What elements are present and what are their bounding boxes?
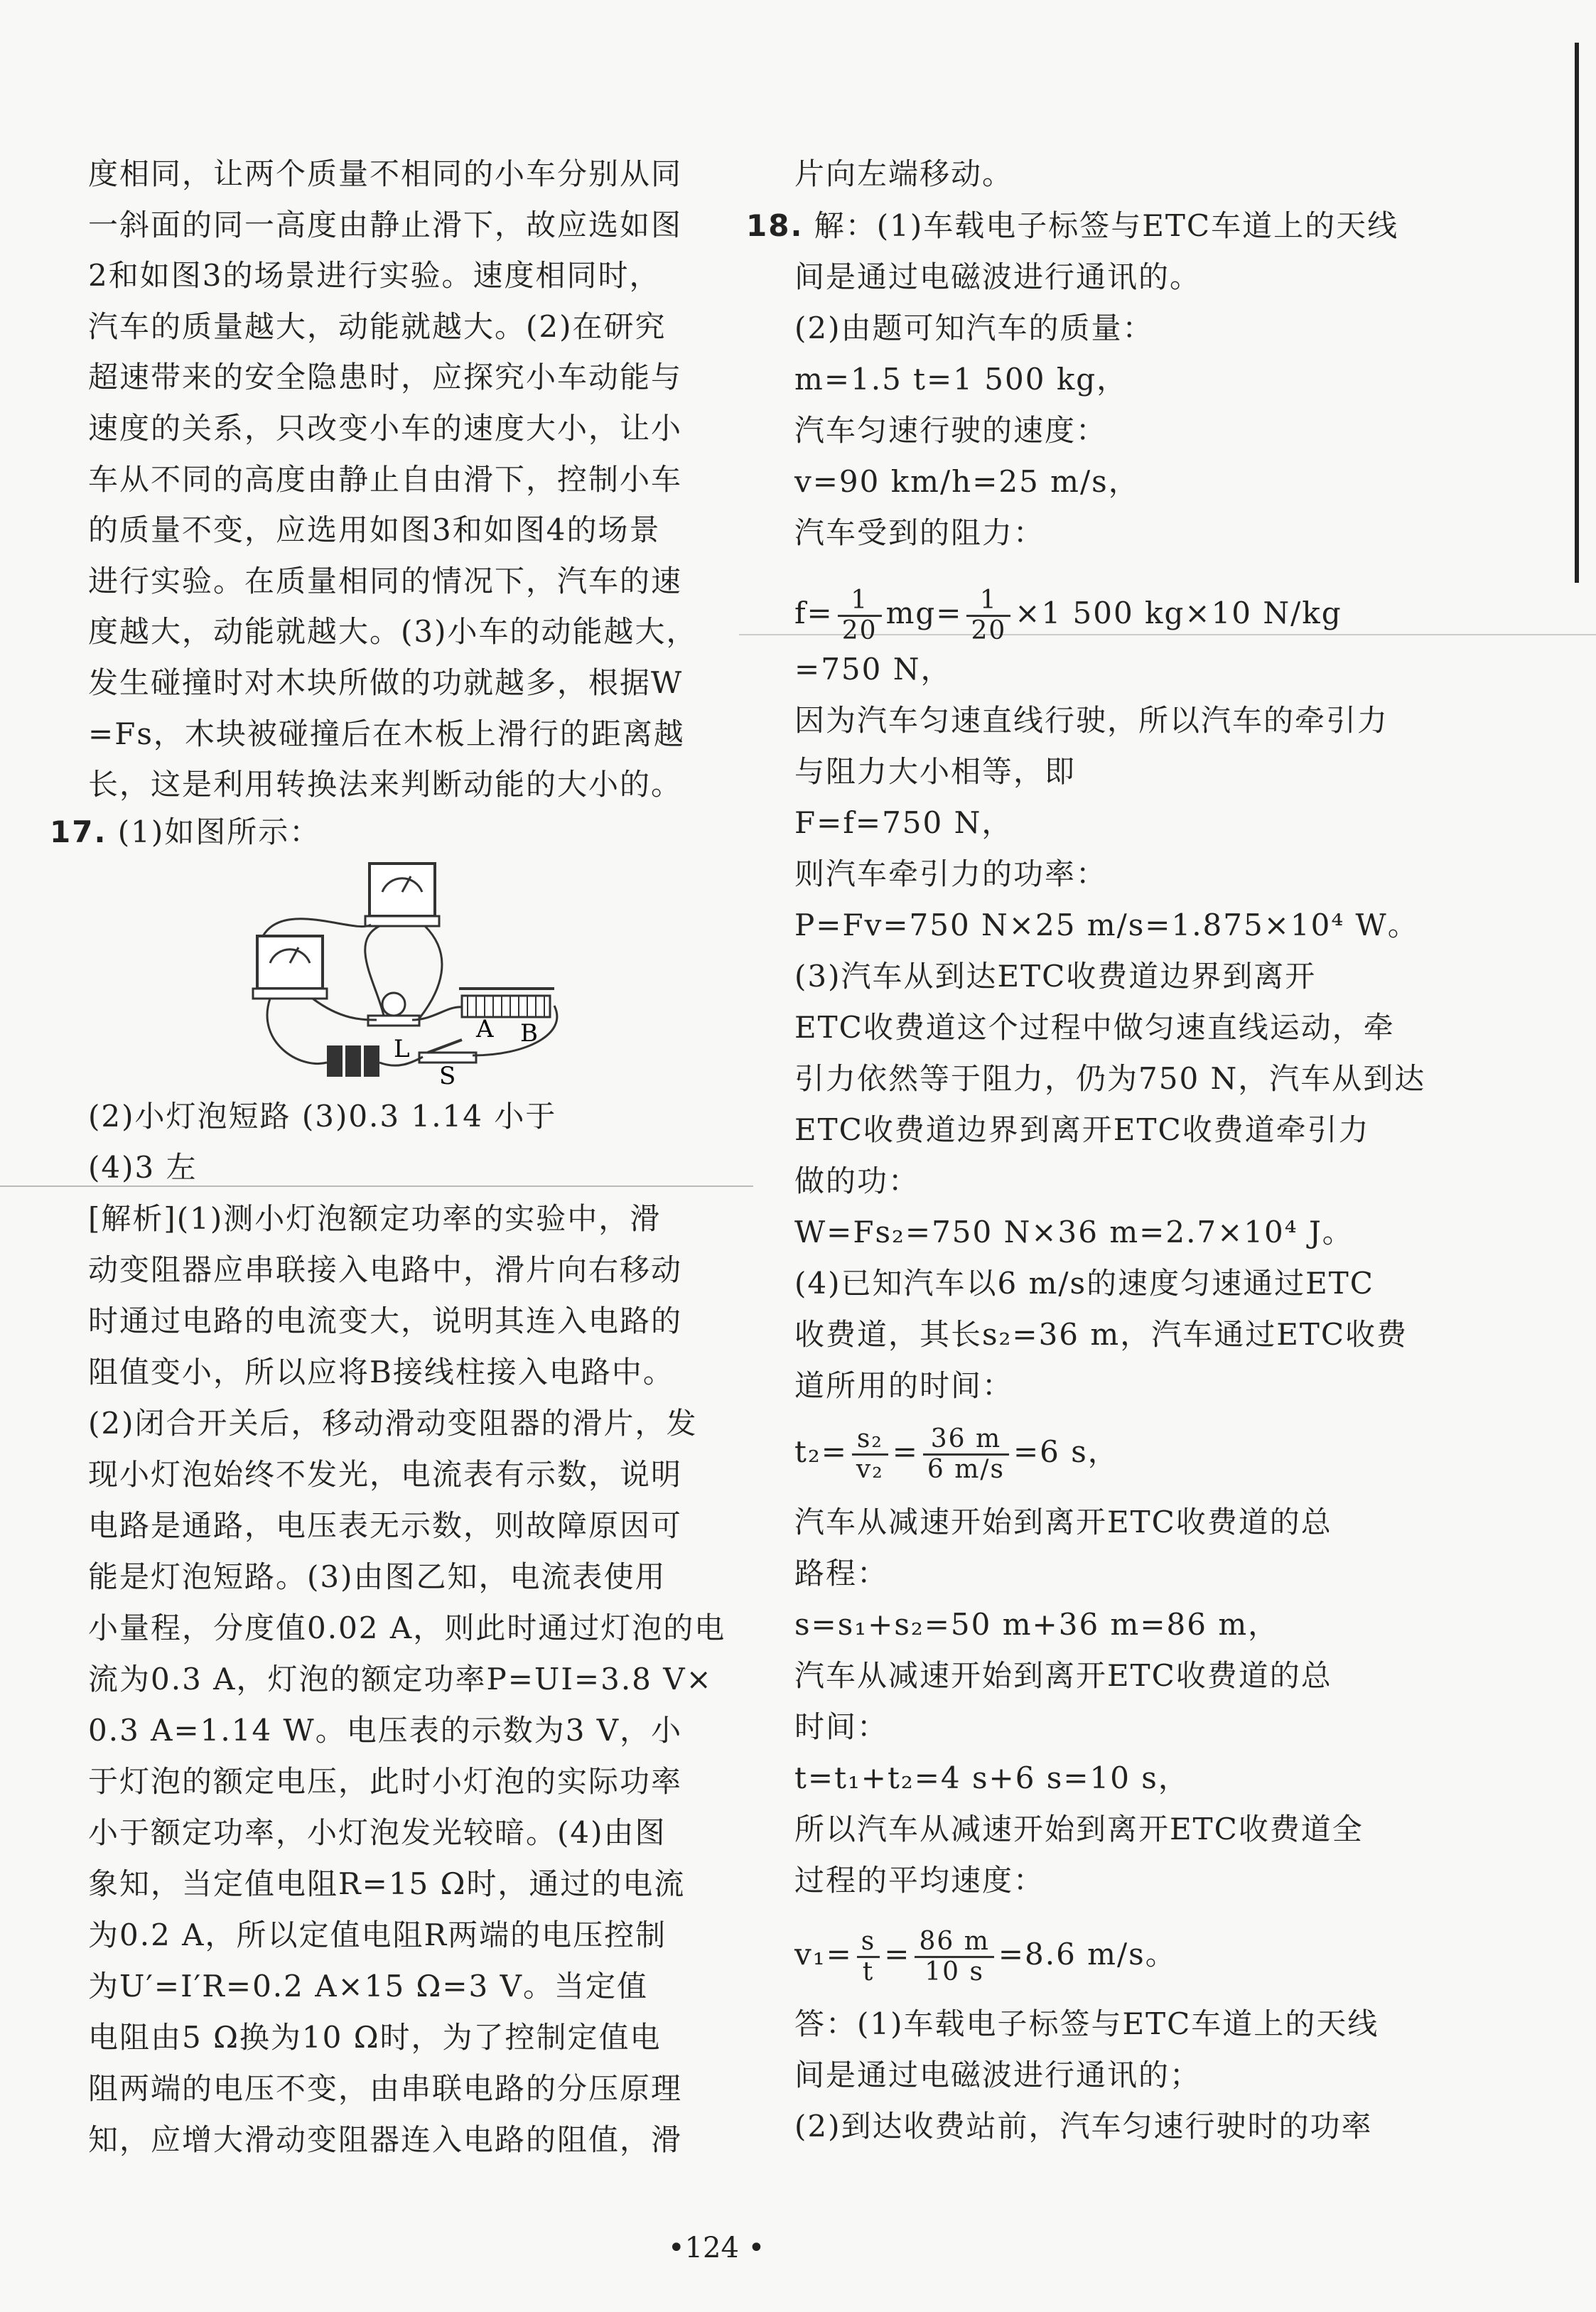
analysis-line: 为0.2 A，所以定值电阻R两端的电压控制 [88,1918,667,1952]
battery-icon [327,1045,379,1077]
solution-line: ETC收费道边界到离开ETC收费道牵引力 [794,1112,1370,1147]
equation-v1: v₁= $\frac{s}{t}$ = $\frac{86 m}{10 s}$ =8.6 m/s。 [794,1926,1177,1986]
solution-line: W=Fs₂=750 N×36 m=2.7×10⁴ J。 [794,1215,1354,1249]
solution-line: s=s₁+s₂=50 m+36 m=86 m， [794,1607,1280,1642]
analysis-line: 小于额定功率，小灯泡发光较暗。(4)由图 [88,1815,667,1850]
solution-line: 收费道，其长s₂=36 m，汽车通过ETC收费 [794,1317,1408,1352]
analysis-line: 电路是通路，电压表无示数，则故障原因可 [88,1508,683,1543]
analysis-line: 于灯泡的额定电压，此时小灯泡的实际功率 [88,1764,683,1799]
question-17-start [50,811,320,854]
q17-answer-2: (2)小灯泡短路 (3)0.3 1.14 小于 [88,1099,557,1134]
page-number: •124 • [668,2232,765,2264]
paragraph-line: 超速带来的安全隐患时，应探究小车动能与 [88,360,683,395]
analysis-line: [解析](1)测小灯泡额定功率的实验中，滑 [88,1201,662,1236]
label-A: A [476,1015,494,1043]
solution-line: 汽车受到的阻力： [794,515,1045,550]
paragraph-line: 一斜面的同一高度由静止滑下，故应选如图 [88,207,683,242]
solution-line: 答：(1)车载电子标签与ETC车道上的天线 [794,2006,1379,2041]
solution-line: (3)汽车从到达ETC收费道边界到离开 [794,959,1317,994]
analysis-line: 时通过电路的电流变大，说明其连入电路的 [88,1303,683,1338]
label-B: B [520,1019,538,1048]
solution-line: v=90 km/h=25 m/s， [794,464,1140,499]
paragraph-line: 汽车的质量越大，动能就越大。(2)在研究 [88,308,667,344]
q17-answer-4: (4)3 左 [88,1150,198,1185]
switch-icon [419,1040,476,1063]
solution-line: 所以汽车从减速开始到离开ETC收费道全 [794,1812,1364,1846]
solution-line: 时间： [794,1709,889,1744]
label-S: S [439,1062,456,1087]
right-top-line: 片向左端移动。 [794,156,1014,191]
solution-line: 道所用的时间： [794,1368,1014,1403]
analysis-line: 0.3 A=1.14 W。电压表的示数为3 V，小 [88,1713,683,1748]
analysis-line: 知，应增大滑动变阻器连入电路的阻值，滑 [88,2122,683,2157]
solution-line: 汽车从减速开始到离开ETC收费道的总 [794,1505,1332,1539]
paragraph-line: 发生碰撞时对木块所做的功就越多，根据W [88,665,684,700]
analysis-line: 小量程，分度值0.02 A，则此时通过灯泡的电 [88,1611,726,1645]
page-edge-mark [1575,43,1579,583]
ammeter-icon [253,936,327,999]
label-L: L [394,1035,410,1063]
solution-line: m=1.5 t=1 500 kg， [794,362,1128,397]
solution-line: 则汽车牵引力的功率： [794,856,1108,891]
solution-line: t=t₁+t₂=4 s+6 s=10 s， [794,1760,1190,1795]
question-18-start [746,205,1398,247]
paragraph-line: 的质量不变，应选用如图3和如图4的场景 [88,512,661,548]
q18-head: 解：(1)车载电子标签与ETC车道上的天线 [814,208,1399,243]
solution-line: ETC收费道这个过程中做匀速直线运动，牵 [794,1010,1395,1045]
paragraph-line: 进行实验。在质量相同的情况下，汽车的速 [88,563,683,598]
paragraph-line: =Fs，木块被碰撞后在木板上滑行的距离越 [88,716,685,751]
paragraph-line: 速度的关系，只改变小车的速度大小，让小 [88,411,683,446]
solution-line: 路程： [794,1556,889,1591]
analysis-line: 现小灯泡始终不发光，电流表有示数，说明 [88,1457,683,1492]
analysis-line: 象知，当定值电阻R=15 Ω时，通过的电流 [88,1866,686,1901]
solution-line: (4)已知汽车以6 m/s的速度匀速通过ETC [794,1266,1374,1301]
paragraph-line: 2和如图3的场景进行实验。速度相同时， [88,258,661,294]
paragraph-line: 度越大，动能就越大。(3)小车的动能越大， [88,614,698,650]
analysis-line: 阻值变小，所以应将B接线柱接入电路中。 [88,1355,674,1389]
solution-line: 汽车从减速开始到离开ETC收费道的总 [794,1658,1332,1693]
question-number: 18. [746,208,804,243]
solution-line: 做的功： [794,1163,920,1198]
solution-line: (2)由题可知汽车的质量： [794,311,1154,345]
solution-line: 间是通过电磁波进行通讯的。 [794,259,1202,294]
solution-line: F=f=750 N， [794,805,1013,840]
question-number: 17. [50,814,107,849]
circuit-figure [242,856,682,1087]
analysis-line: 阻两端的电压不变，由串联电路的分压原理 [88,2071,683,2106]
solution-line: =750 N， [794,652,952,687]
analysis-line: 动变阻器应串联接入电路中，滑片向右移动 [88,1252,683,1287]
q17-answer-1: (1)如图所示： [117,814,321,849]
solution-line: 汽车匀速行驶的速度： [794,413,1108,448]
analysis-line: (2)闭合开关后，移动滑动变阻器的滑片，发 [88,1406,698,1441]
analysis-line: 电阻由5 Ω换为10 Ω时，为了控制定值电 [88,2020,662,2055]
equation-f: f= $\frac{1}{20}$ mg= $\frac{1}{20}$ ×1 500 kg×10 N/kg [794,585,1342,645]
circuit-diagram [242,856,682,1087]
solution-line: (2)到达收费站前，汽车匀速行驶时的功率 [794,2109,1373,2144]
solution-line: 因为汽车匀速直线行驶，所以汽车的牵引力 [794,703,1389,738]
paragraph-line: 车从不同的高度由静止自由滑下，控制小车 [88,461,683,497]
solution-line: 与阻力大小相等，即 [794,754,1077,789]
paragraph-line: 长，这是利用转换法来判断动能的大小的。 [88,767,683,802]
solution-line: 引力依然等于阻力，仍为750 N，汽车从到达 [794,1061,1426,1096]
solution-line: 过程的平均速度： [794,1863,1045,1898]
analysis-line: 为U′=I′R=0.2 A×15 Ω=3 V。当定值 [88,1969,648,2004]
solution-line: 间是通过电磁波进行通讯的； [794,2058,1202,2092]
voltmeter-icon [365,864,439,926]
paragraph-line: 度相同，让两个质量不相同的小车分别从同 [88,156,683,191]
solution-line: P=Fv=750 N×25 m/s=1.875×10⁴ W。 [794,908,1419,942]
analysis-line: 能是灯泡短路。(3)由图乙知，电流表使用 [88,1559,667,1594]
analysis-line: 流为0.3 A，灯泡的额定功率P=UI=3.8 V× [88,1662,713,1697]
rheostat-icon [459,989,554,1017]
equation-t2: t₂= $\frac{\text{s₂}}{\text{v₂}}$ = $\frac{36 m}{6 m/s}$ =6 s， [794,1424,1119,1484]
